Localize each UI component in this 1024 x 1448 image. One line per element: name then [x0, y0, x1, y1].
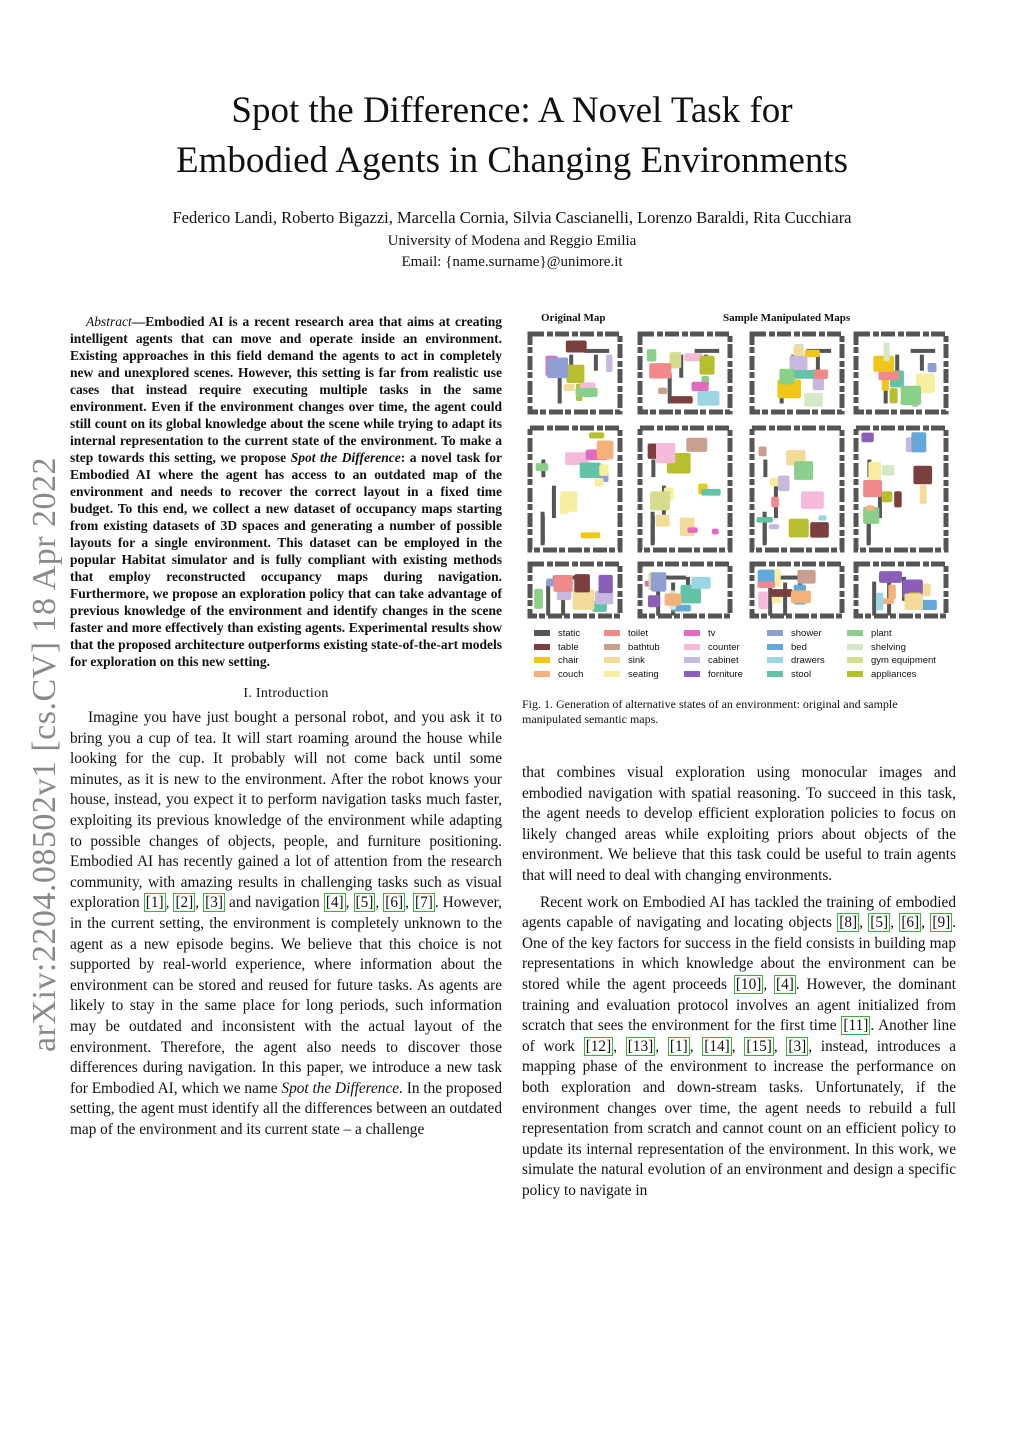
- map-object: [882, 491, 893, 502]
- map-object: [697, 391, 719, 406]
- map-object: [649, 363, 671, 378]
- paper-title: [80, 86, 944, 186]
- legend-swatch: [534, 644, 550, 650]
- citation-link[interactable]: [9]: [932, 914, 951, 932]
- map-object: [686, 438, 707, 452]
- semantic-map: [752, 334, 842, 412]
- legend-label: chair: [558, 655, 579, 666]
- map-object: [647, 349, 657, 361]
- map-object: [876, 593, 883, 611]
- figure-label-original: Original Map: [541, 312, 606, 324]
- map-object: [670, 396, 692, 403]
- legend-item: [767, 655, 825, 667]
- affiliation: University of Modena and Reggio Emilia: [387, 233, 637, 249]
- map-object: [894, 491, 902, 507]
- right-paragraph-2: Recent work on Embodied AI has tackled the training of embodied agents capable of navigating and locating objects [8] , [5] , [6] , [9] . One of the key factors for success in the field consists in building map representations in which knowledge about the environment can be stored while the agent proceeds [10] , [4] . However, the dominant training and evaluation protocol involves an agent initialized from scratch that sees the environment for the first time [11] . Another line of work [12] , [13] , [1] , [14] , [15] , [3] , instead, introduces a mapping phase of the environment to increase the performance on both exploration and down-stream tasks. Unfortunately, if the environment changes over time, the agent needs to rebuild a full representation from scratch and cannot count on an efficient policy to update its internal representation of the environment. In this work, we simulate the natural evolution of an environment and design a specific policy to navigate in: [522, 893, 957, 1199]
- map-object: [911, 432, 926, 452]
- legend-label: counter: [708, 641, 740, 653]
- map-object: [791, 370, 814, 379]
- map-object: [866, 505, 874, 510]
- legend-item: [847, 655, 936, 667]
- map-object: [879, 571, 902, 583]
- legend-item: [604, 655, 645, 667]
- legend-item: [767, 642, 807, 654]
- map-object: [651, 572, 666, 591]
- title-line-1: Spot the Difference: A Novel Task for: [231, 90, 793, 131]
- legend-item: [684, 642, 740, 654]
- map-object: [769, 524, 779, 529]
- legend-item: [684, 669, 743, 681]
- legend-swatch: [684, 630, 700, 636]
- intro-text-1: Imagine you have just bought a personal robot, and you ask it to bring you a cup of tea. It will start roaming around the house while looking for the cup. It probably will not come back until some minutes, as it is new to the environment. After the robot knows your house, instead, you expect it to perform navigation tasks much faster, exploiting its previous knowledge of the environment while adapting to possible changes of objects, people, and furniture positioning. Embodied AI has recently gained a lot of attention from the research community, with amazing results in challenging tasks such as visual exploration: [70, 709, 502, 912]
- map-object: [597, 441, 614, 460]
- map-object: [861, 433, 873, 443]
- map-object: [680, 518, 695, 537]
- map-wall-segment: [920, 355, 924, 371]
- citation-link[interactable]: [7]: [414, 894, 433, 912]
- legend-label: couch: [558, 668, 584, 680]
- semantic-map: [856, 564, 946, 616]
- map-object: [595, 478, 604, 487]
- legend-swatch: [604, 644, 620, 650]
- citation-link[interactable]: [3]: [788, 1037, 807, 1055]
- map-object: [791, 591, 811, 604]
- abstract-lead: Abstract: [86, 314, 132, 329]
- citation-link[interactable]: [14]: [704, 1037, 730, 1055]
- map-wall-segment: [783, 583, 787, 616]
- legend-item: [534, 669, 583, 681]
- legend-label: gym equipment: [871, 655, 936, 666]
- citation-link[interactable]: [1]: [145, 894, 164, 912]
- citation-link[interactable]: [4]: [325, 894, 344, 912]
- abstract: [70, 313, 502, 670]
- legend-swatch: [847, 671, 863, 677]
- legend-label: toilet: [628, 628, 649, 639]
- map-object: [883, 598, 894, 604]
- map-object: [801, 491, 824, 509]
- legend-item: [534, 628, 580, 640]
- map-object: [758, 447, 766, 457]
- map-object: [658, 388, 667, 395]
- map-object: [863, 480, 882, 497]
- map-object: [566, 365, 584, 383]
- semantic-map: [530, 564, 620, 616]
- legend-label: seating: [628, 668, 659, 680]
- map-object: [547, 358, 568, 379]
- citation-link[interactable]: [3]: [205, 894, 223, 912]
- map-wall-segment: [552, 486, 556, 518]
- map-object: [868, 462, 881, 482]
- map-object: [758, 582, 776, 588]
- legend-swatch: [767, 657, 783, 663]
- legend-swatch: [847, 630, 863, 636]
- legend-item: [604, 628, 648, 640]
- citation-link[interactable]: [13]: [627, 1037, 654, 1055]
- semantic-map: [856, 334, 946, 412]
- map-object: [599, 464, 608, 475]
- map-object: [888, 585, 896, 600]
- legend-swatch: [847, 644, 863, 650]
- right-text-b: . One of the key factors for success in the field consists in building map representations in which knowledge about the environment can be stored while the agent proceeds: [522, 914, 957, 993]
- map-wall-segment: [695, 349, 720, 353]
- legend-swatch: [847, 657, 863, 663]
- semantic-map: [640, 334, 730, 412]
- map-object: [536, 463, 549, 471]
- legend-label: tv: [708, 628, 716, 639]
- map-object: [573, 589, 595, 609]
- semantic-map: [752, 428, 842, 550]
- citation-link[interactable]: [5]: [355, 894, 374, 912]
- map-wall-segment: [541, 512, 545, 546]
- legend-swatch: [684, 644, 700, 650]
- right-text-d: . Another line of work: [522, 1017, 956, 1055]
- citation-link[interactable]: [6]: [901, 914, 920, 932]
- map-wall-segment: [651, 512, 655, 546]
- legend-item: [767, 628, 822, 640]
- right-text-e: , instead, introduces a mapping phase of the environment to increase the performance on both exploration and down-stream tasks. Unfortunately, if the environment changes over time, the agent needs to rebuild a full representation from scratch and cannot count on an efficient policy to update its internal representation of the environment. In this work, we simulate the natural evolution of an environment and design a specific policy to navigate in: [522, 1037, 956, 1199]
- map-object: [882, 465, 895, 476]
- legend-swatch: [684, 657, 700, 663]
- legend-label: plant: [871, 628, 892, 639]
- map-object: [553, 575, 572, 592]
- map-object: [656, 515, 670, 527]
- map-object: [691, 577, 710, 589]
- abstract-text-1: Embodied AI is a recent research area that aims at creating intelligent agents that can move and operate inside an environment. Existing approaches in this field demand the agents to act in completely new and unexplored scenes. However, this setting is far from realistic use cases that instead require executing multiple tasks in the same environment. Even if the environment changes over time, the agent could still count on its global knowledge about the scene while trying to adapt its internal representation to the current state of the environment. To make a step towards this setting, we propose: [70, 314, 502, 465]
- legend-swatch: [767, 630, 783, 636]
- map-wall-segment: [546, 582, 550, 616]
- map-object: [560, 491, 577, 511]
- legend-swatch: [767, 644, 783, 650]
- map-object: [564, 384, 575, 391]
- semantic-map: [640, 564, 730, 616]
- citation-link[interactable]: [11]: [843, 1017, 869, 1035]
- author-email: Email: {name.surname}@unimore.it: [401, 254, 623, 270]
- legend-item: [534, 642, 579, 654]
- map-object: [581, 532, 601, 538]
- figure-label-manipulated: Sample Manipulated Maps: [723, 312, 851, 324]
- abstract-dash: —: [131, 314, 146, 329]
- map-wall-segment: [585, 349, 610, 353]
- legend-swatch: [604, 671, 620, 677]
- semantic-map: [856, 428, 946, 550]
- map-object: [804, 393, 823, 407]
- legend-swatch: [534, 630, 550, 636]
- map-object: [778, 476, 789, 492]
- map-wall-segment: [911, 349, 936, 353]
- map-object: [576, 388, 598, 397]
- map-wall-segment: [763, 460, 767, 478]
- author-list: Federico Landi, Roberto Bigazzi, Marcella Cornia, Silvia Cascianelli, Lorenzo Baraldi, Rita Cucchiara: [172, 208, 852, 227]
- legend-label: sink: [628, 655, 645, 666]
- abstract-emph: Spot the Difference: [290, 450, 401, 465]
- map-object: [606, 354, 612, 372]
- section-heading-introduction: I. Introduction: [243, 686, 329, 701]
- title-line-2: Embodied Agents in Changing Environments: [175, 140, 849, 181]
- map-object: [589, 432, 604, 438]
- intro-text-4: . In the proposed setting, the agent must identify all the differences between an outdated map of the environment and its current state – a challenge: [70, 1079, 502, 1138]
- legend-swatch: [534, 671, 550, 677]
- right-text-a: Recent work on Embodied AI has tackled the training of embodied agents capable of navigating and locating objects: [522, 893, 956, 932]
- map-object: [789, 519, 809, 538]
- map-object: [878, 371, 899, 380]
- intro-text-3: . However, in the current setting, the environment is completely unknown to the agent as a new episode begins. We believe that this choice is not supported by real-world experience, where information about the environment can be stored and reused for future tasks. As agents are likely to stay in the same place for long periods, such information may be outdated and inconsistent with the actual layout of the environment. Therefore, the agent also needs to discover those differences during navigation. In this paper, we introduce a new task for Embodied AI, which we name: [70, 894, 502, 1097]
- legend-item: [847, 628, 892, 640]
- map-object: [794, 461, 813, 480]
- legend-label: shower: [791, 628, 822, 639]
- semantic-maps-grid: [524, 330, 964, 622]
- citation-link[interactable]: [10]: [735, 975, 762, 993]
- legend-item: [604, 642, 660, 654]
- map-object: [779, 369, 794, 385]
- citation-link[interactable]: [5]: [870, 914, 889, 932]
- map-object: [701, 489, 720, 496]
- citation-link[interactable]: [15]: [746, 1037, 772, 1055]
- legend-label: static: [558, 628, 581, 639]
- map-object: [534, 589, 543, 609]
- map-object: [700, 356, 715, 375]
- legend-item: [767, 669, 811, 681]
- map-object: [771, 497, 779, 508]
- map-object: [890, 388, 898, 403]
- semantic-map: [752, 564, 842, 616]
- citation-link[interactable]: [6]: [385, 894, 404, 912]
- right-text-c: . However, the dominant training and evaluation protocol involves an agent initialized from scratch that sees the environment for the first time: [522, 975, 956, 1035]
- legend-label: drawers: [791, 655, 825, 666]
- legend-item: [534, 655, 579, 667]
- map-object: [758, 591, 768, 609]
- map-wall-segment: [663, 576, 686, 580]
- right-paragraph-1: that combines visual exploration using monocular images and embodied navigation with spatial reasoning. To succeed in this task, the agent needs to develop efficient exploration policies to focus on likely changed areas while exploiting priors about objects of the environment. We believe that this task could be useful to train agents that will need to deal with changing environments.: [522, 764, 956, 884]
- legend-label: shelving: [871, 641, 906, 653]
- map-object: [818, 515, 826, 520]
- map-object: [913, 466, 932, 485]
- map-object: [797, 570, 815, 584]
- intro-paragraph: Imagine you have just bought a personal robot, and you ask it to bring you a cup of tea. It will start roaming around the house while looking for the cup. It probably will not come back until some minutes, as it is new to the environment. After the robot knows your house, instead, you expect it to perform navigation tasks much faster, exploiting its previous knowledge of the environment while adapting to possible changes of objects, people, and furniture positioning. Embodied AI has recently gained a lot of attention from the research community, with amazing results in challenging tasks such as visual exploration [1] , [2] , [3] and navigation [4] , [5] , [6] , [7] . However, in the current setting, the environment is completely unknown to the agent as a new episode begins. We believe that this choice is not supported by real-world experience, where information about the environment can be stored and reused for future tasks. As agents are likely to stay in the same place for long periods, such information may be outdated and inconsistent with the actual layout of the environment. Therefore, the agent also needs to discover those differences during navigation. In this paper, we introduce a new task for Embodied AI, which we name Spot the Difference. In the proposed setting, the agent must identify all the differences between an outdated map of the environment and its current state – a challenge: [70, 709, 502, 1138]
- legend-label: bathtub: [628, 641, 660, 653]
- citation-link[interactable]: [12]: [585, 1037, 612, 1055]
- legend-item: [684, 655, 739, 667]
- map-object: [648, 595, 660, 607]
- legend-label: table: [558, 641, 579, 653]
- map-object: [904, 594, 923, 610]
- map-object: [580, 462, 601, 477]
- intro-emph: Spot the Difference: [281, 1079, 400, 1097]
- legend-swatch: [534, 657, 550, 663]
- map-object: [928, 363, 937, 372]
- citation-link[interactable]: [1]: [669, 1037, 688, 1055]
- map-object: [665, 593, 682, 605]
- legend-item: [604, 669, 659, 681]
- map-wall-segment: [872, 582, 876, 616]
- map-object: [805, 350, 820, 357]
- legend-label: bed: [791, 641, 807, 653]
- legend-swatch: [604, 630, 620, 636]
- map-object: [901, 386, 921, 405]
- map-object: [566, 341, 587, 353]
- map-object: [923, 583, 931, 596]
- legend-label: stool: [791, 668, 812, 680]
- citation-link[interactable]: [4]: [776, 975, 794, 993]
- legend-label: appliances: [871, 668, 917, 680]
- map-object: [650, 491, 670, 510]
- intro-text-2: and navigation: [225, 894, 324, 912]
- legend-item: [847, 669, 916, 681]
- map-object: [712, 529, 719, 535]
- legend-label: forniture: [708, 668, 743, 680]
- semantic-map: [530, 428, 620, 550]
- map-wall-segment: [651, 460, 655, 478]
- map-object: [756, 517, 772, 523]
- right-column: [522, 763, 956, 1201]
- legend-swatch: [684, 671, 700, 677]
- left-column: [70, 313, 502, 1140]
- legend-swatch: [604, 657, 620, 663]
- semantic-map: [530, 334, 620, 412]
- legend-swatch: [767, 671, 783, 677]
- citation-link[interactable]: [8]: [839, 914, 858, 932]
- figure-legend: [534, 628, 954, 684]
- figure-caption: Fig. 1. Generation of alternative states of an environment: original and sample manipulated semantic maps.: [522, 697, 898, 726]
- legend-item: [847, 642, 906, 654]
- map-object: [687, 527, 697, 533]
- map-object: [920, 485, 927, 504]
- map-object: [656, 443, 675, 463]
- map-object: [599, 575, 613, 593]
- map-object: [692, 382, 709, 392]
- semantic-map: [640, 428, 730, 550]
- legend-item: [684, 628, 715, 640]
- map-object: [813, 379, 824, 391]
- map-object: [810, 522, 829, 537]
- arxiv-identifier: arXiv:2204.08502v1 [cs.CV] 18 Apr 2022: [26, 456, 63, 1052]
- map-object: [770, 589, 793, 597]
- abstract-text-2: : a novel task for Embodied AI where the agent has access to an outdated map of the environment and needs to recover the correct layout in a fixed time budget. To this end, we collect a new dataset of occupancy maps starting from existing datasets of 3D spaces and generating a number of possible layouts for a single environment. This dataset can be employed in the popular Habitat simulator and is fully compliant with existing methods that employ reconstructed occupancy maps during navigation. Furthermore, we propose an exploration policy that can take advantage of previous knowledge of the environment and identify changes in the scene faster and more effectively than existing agents. Experimental results show that the proposed architecture outperforms existing state-of-the-art models for exploration on this new setting.: [70, 450, 502, 669]
- legend-label: cabinet: [708, 655, 739, 666]
- map-wall-segment: [594, 355, 598, 371]
- map-wall-segment: [763, 512, 767, 546]
- citation-link[interactable]: [2]: [175, 894, 194, 912]
- map-object: [884, 342, 890, 361]
- map-object: [574, 574, 590, 592]
